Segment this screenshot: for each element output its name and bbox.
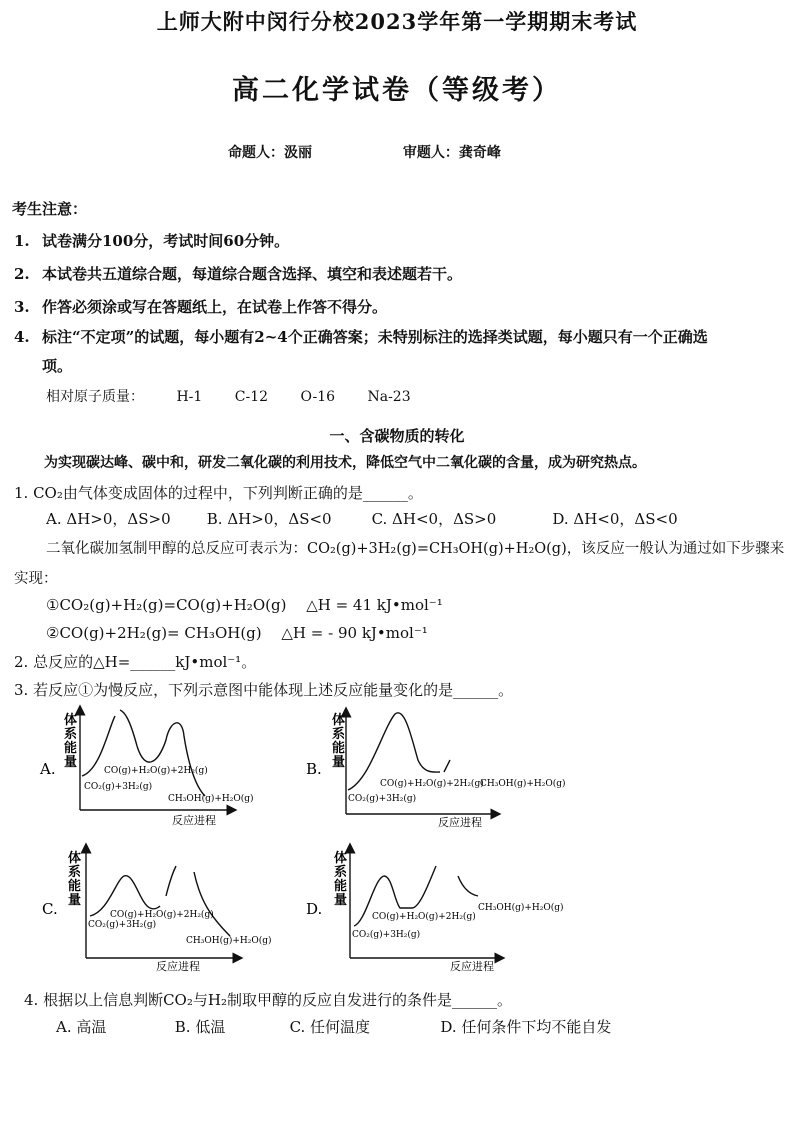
- svg-text:量: 量: [332, 755, 346, 770]
- svg-text:能: 能: [64, 741, 78, 756]
- species-product: CH₃OH(g)+H₂O(g): [168, 794, 254, 804]
- species-intermediate: CO(g)+H₂O(g)+2H₂(g): [104, 766, 208, 776]
- option-label-c: C.: [42, 900, 58, 918]
- option-label-d: D.: [306, 900, 323, 918]
- diagram-a: [39, 710, 254, 827]
- svg-text:系: 系: [68, 865, 82, 880]
- x-axis-label: 反应进程: [172, 814, 216, 827]
- reaction-intro-cont: 实现：: [14, 571, 58, 587]
- section-intro: 为实现碳达峰、碳中和，研发二氧化碳的利用技术，降低空气中二氧化碳的含量，成为研究热点。: [44, 455, 646, 471]
- notice-item: [14, 296, 387, 317]
- option-a: A. ΔH>0，ΔS>0: [46, 510, 171, 528]
- reaction-intro: 二氧化碳加氢制甲醇的总反应可表示为：CO₂(g)+3H₂(g)=CH₃OH(g)+H₂O(g)，该反应一般认为通过如下步骤来: [46, 541, 785, 557]
- svg-text:体: 体: [64, 713, 78, 728]
- school-title: 上师大附中闵行分校2023学年第一学期期末考试: [156, 9, 638, 34]
- reviewer: 审题人：龚奇峰: [402, 145, 501, 161]
- svg-text:能: 能: [332, 741, 346, 756]
- question-4-options: [56, 1016, 611, 1037]
- svg-text:系: 系: [334, 865, 348, 880]
- item-number: 1.: [14, 232, 30, 250]
- species-product: CH₃OH(g)+H₂O(g): [480, 779, 566, 789]
- section-title: 一、含碳物质的转化: [329, 427, 465, 445]
- exam-title: 高二化学试卷（等级考）: [232, 75, 562, 106]
- species-product: CH₃OH(g)+H₂O(g): [478, 903, 564, 913]
- species-reactant: CO₂(g)+3H₂(g): [348, 794, 417, 804]
- option-b: B. ΔH>0，ΔS<0: [206, 510, 332, 528]
- notice-heading: 考生注意：: [12, 200, 88, 218]
- question-1: 1. CO₂由气体变成固体的过程中，下列判断正确的是______。: [14, 484, 423, 502]
- question-3: 3. 若反应①为慢反应，下列示意图中能体现上述反应能量变化的是______。: [14, 681, 514, 699]
- svg-text:量: 量: [64, 755, 78, 770]
- diagram-d: [306, 848, 564, 973]
- svg-text:系: 系: [332, 727, 346, 742]
- x-axis-label: 反应进程: [450, 960, 494, 973]
- option-d: D. 任何条件下均不能自发: [440, 1018, 612, 1036]
- species-reactant: CO₂(g)+3H₂(g): [88, 920, 157, 930]
- atomic-mass: Na-23: [367, 389, 411, 405]
- atomic-mass: C-12: [234, 389, 269, 405]
- question-2: 2. 总反应的△H=______kJ•mol⁻¹。: [14, 653, 257, 671]
- diagram-c: [42, 848, 272, 973]
- svg-text:系: 系: [64, 727, 78, 742]
- option-b: B. 低温: [174, 1018, 226, 1036]
- atomic-mass: O-16: [300, 389, 336, 405]
- notice-item: [14, 326, 708, 347]
- svg-text:体: 体: [332, 713, 346, 728]
- authors-line: [228, 142, 501, 162]
- species-product: CH₃OH(g)+H₂O(g): [186, 936, 272, 946]
- question-4: 4. 根据以上信息判断CO₂与H₂制取甲醇的反应自发进行的条件是______。: [24, 991, 512, 1009]
- svg-text:量: 量: [68, 893, 82, 908]
- svg-text:体: 体: [68, 851, 82, 866]
- svg-text:体: 体: [334, 851, 348, 866]
- option-c: C. 任何温度: [289, 1018, 371, 1036]
- option-label-b: B.: [306, 760, 322, 778]
- question-1-options: [46, 508, 678, 529]
- notice-item: [14, 230, 289, 251]
- svg-text:量: 量: [334, 893, 348, 908]
- item-text: 本试卷共五道综合题，每道综合题含选择、填空和表述题若干。: [42, 265, 463, 283]
- item-text: 试卷满分100分，考试时间60分钟。: [42, 232, 290, 250]
- item-text: 作答必须涂或写在答题纸上，在试卷上作答不得分。: [42, 298, 388, 316]
- energy-diagrams: [0, 700, 794, 980]
- species-intermediate: CO(g)+H₂O(g)+2H₂(g): [380, 779, 484, 789]
- item-text: 标注“不定项”的试题，每小题有2~4个正确答案；未特别标注的选择类试题，每小题只有一个正确选: [42, 328, 708, 346]
- species-intermediate: CO(g)+H₂O(g)+2H₂(g): [110, 910, 214, 920]
- item-number: 2.: [14, 265, 30, 283]
- x-axis-label: 反应进程: [438, 816, 482, 829]
- diagram-b: [306, 712, 566, 829]
- option-c: C. ΔH<0，ΔS>0: [371, 510, 497, 528]
- notice-item: [14, 263, 462, 284]
- step-2-equation: ②CO(g)+2H₂(g)= CH₃OH(g) △H = - 90 kJ•mol⁻¹: [46, 624, 428, 642]
- svg-text:能: 能: [68, 879, 82, 894]
- atomic-masses: [46, 386, 439, 406]
- item-number: 4.: [14, 328, 30, 346]
- atomic-label: 相对原子质量：: [46, 389, 144, 405]
- species-intermediate: CO(g)+H₂O(g)+2H₂(g): [372, 912, 476, 922]
- option-a: A. 高温: [56, 1018, 107, 1036]
- item-number: 3.: [14, 298, 30, 316]
- author: 命题人：汲丽: [228, 145, 312, 161]
- step-1-equation: ①CO₂(g)+H₂(g)=CO(g)+H₂O(g) △H = 41 kJ•mol⁻¹: [46, 596, 443, 614]
- species-reactant: CO₂(g)+3H₂(g): [84, 782, 153, 792]
- species-reactant: CO₂(g)+3H₂(g): [352, 930, 421, 940]
- atomic-mass: H-1: [176, 389, 203, 405]
- notice-item-continuation: 项。: [42, 357, 73, 375]
- svg-text:能: 能: [334, 879, 348, 894]
- option-label-a: A.: [40, 760, 56, 778]
- option-d: D. ΔH<0，ΔS<0: [552, 510, 678, 528]
- x-axis-label: 反应进程: [156, 960, 200, 973]
